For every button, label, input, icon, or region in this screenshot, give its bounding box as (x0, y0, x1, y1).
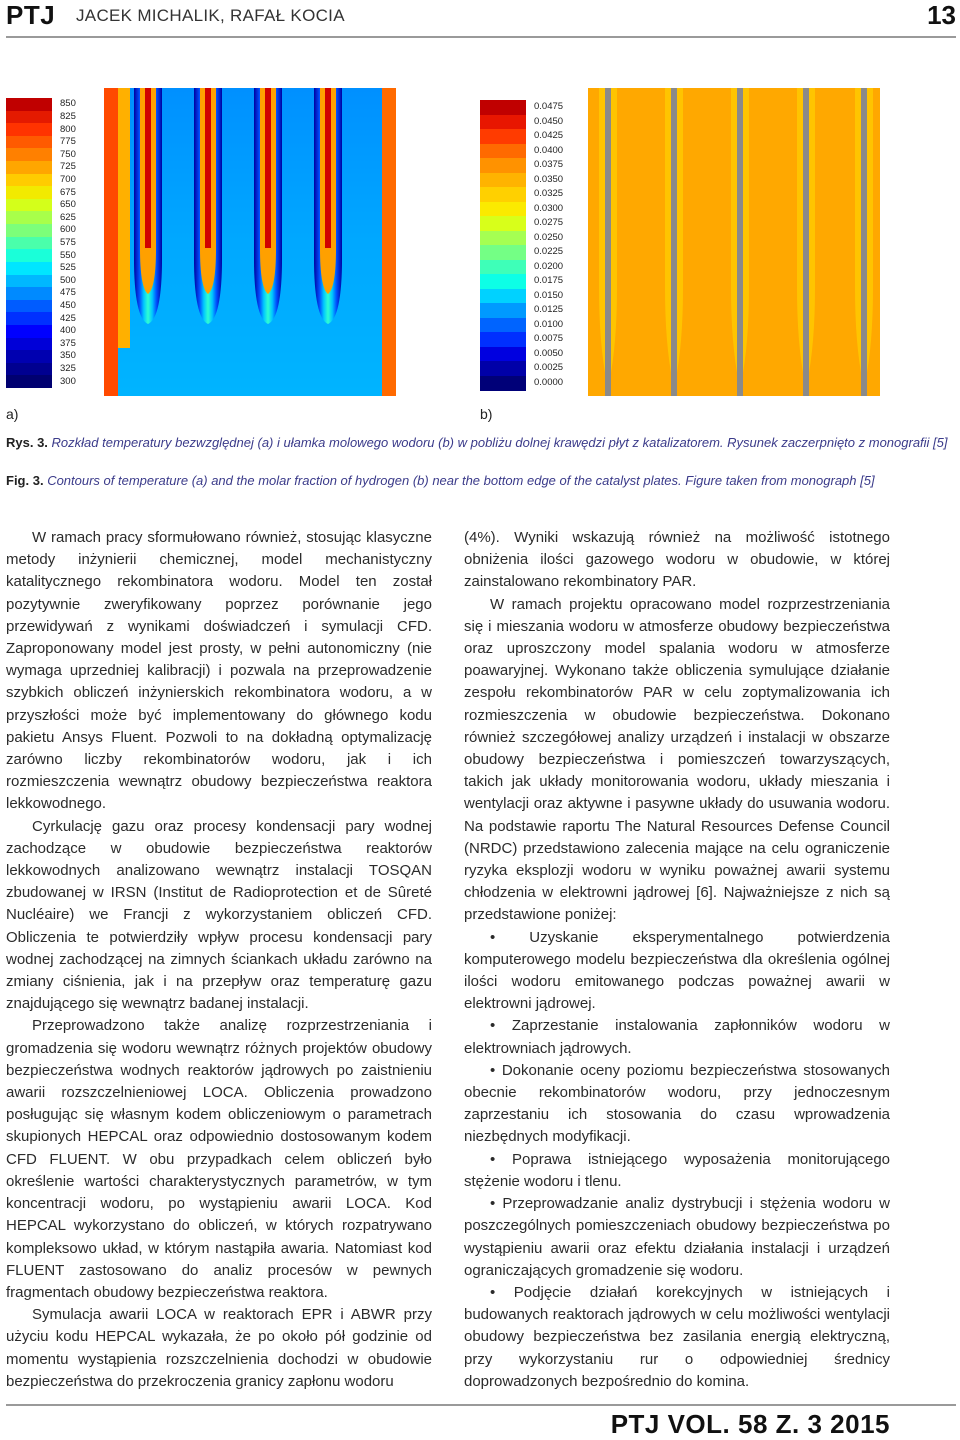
color-scale-swatch (6, 186, 52, 199)
paragraph-continuation: (4%). Wyniki wskazują również na możliwość istotnego obniżenia ilości gazowego wodoru w obudowie, w której zainstalowano rekombinatory PAR. (464, 529, 890, 591)
color-scale-swatch (480, 144, 526, 159)
color-scale-tick-label: 0.0350 (534, 173, 564, 185)
color-scale-tick-label: 0.0125 (534, 304, 564, 316)
color-scale-swatch (480, 129, 526, 144)
caption-en-label: Fig. 3. (6, 473, 44, 488)
color-scale-tick-label: 0.0100 (534, 318, 564, 330)
color-scale-tick-label: 0.0375 (534, 159, 564, 171)
color-scale-swatch (480, 187, 526, 202)
catalyst-plate (205, 88, 211, 248)
footer-rule (6, 1404, 956, 1406)
color-scale-tick-label: 0.0400 (534, 144, 564, 156)
color-scale-tick-label: 425 (60, 312, 76, 324)
color-scale-tick-label: 0.0425 (534, 130, 564, 142)
figure-caption-pl (6, 434, 956, 452)
color-scale-tick-label: 525 (60, 262, 76, 274)
color-scale-tick-label: 300 (60, 375, 76, 387)
color-scale-swatch (480, 158, 526, 173)
color-scale-tick-label: 0.0225 (534, 246, 564, 258)
color-scale-tick-label: 0.0175 (534, 275, 564, 287)
color-scale-swatch (6, 136, 52, 149)
color-scale-swatch (480, 332, 526, 347)
color-scale-swatch (6, 148, 52, 161)
color-scale-tick-label: 350 (60, 350, 76, 362)
catalyst-plate (265, 88, 271, 248)
color-scale-swatch (480, 318, 526, 333)
color-scale-tick-label: 600 (60, 224, 76, 236)
color-scale-swatch (480, 173, 526, 188)
catalyst-plate (861, 88, 867, 396)
figure-caption-en (6, 472, 956, 490)
figure-a-temperature-contours (6, 88, 396, 422)
paragraph: Przeprowadzono także analizę rozprzestrzeniania i gromadzenia się wodoru wewnątrz różnych projektów obudowy bezpieczeństwa wodnych reaktorów jądrowych po zaistnieniu awarii rozszczelnieniowej LOCA. Obliczenia prowadzono posługując się własnym kodem obliczeniowym o parametrach skupionych HEPCAL oraz odpowiednio dostosowanym kodem CFD FLUENT. W obu przypadkach celem obliczeń było określenie wartości charakterystycznych parametrów, w tym koncentracji wodoru, po wystąpieniu awarii LOCA. Kod HEPCAL wykorzystano do obliczeń, w których rozpatrywano kompleksowo układ, w którym nastąpiła awaria. Natomiast kod FLUENT zastosowano do analiz procesów w pewnych fragmentach obudowy bezpieczeństwa reaktora. (6, 1017, 432, 1301)
color-scale-tick-label: 0.0475 (534, 101, 564, 113)
color-scale-swatch (6, 275, 52, 288)
color-scale-swatch (6, 363, 52, 376)
color-scale-swatch (480, 274, 526, 289)
bullet-item: • Poprawa istniejącego wyposażenia monitorującego stężenie wodoru i tlenu. (464, 1149, 890, 1193)
color-scale-swatch (6, 350, 52, 363)
bullet-item: • Podjęcie działań korekcyjnych w istniejących i budowanych reaktorach jądrowych w celu możliwości wentylacji obudowy bezpieczeństwa bez zasilania energią elektryczną, przy wykorzystaniu rur o odpowiedniej średnicy doprowadzonych bezpośrednio do komina. (464, 1282, 890, 1393)
color-scale-swatch (480, 361, 526, 376)
color-scale-swatch (6, 211, 52, 224)
paragraph: Cyrkulację gazu oraz procesy kondensacji pary wodnej zachodzące w obudowie bezpieczeństwa reaktorów lekkowodnych analizowano wewnątrz instalacji TOSQAN zbudowanej w IRSN (Institut de Radioprotection et de Sûreté Nucléaire) we Francji z wykorzystaniem obliczeń CFD. Obliczenia te potwierdziły wpływ procesu kondensacji pary wodnej zachodzącej na zimnych ściankach układu zarówno na zmiany ciśnienia, jak i na przepływ oraz temperaturę gazu znajdującego się wewnątrz badanej instalacji. (6, 817, 432, 1013)
color-scale-swatch (6, 262, 52, 275)
color-scale-tick-label: 0.0050 (534, 347, 564, 359)
color-scale-swatch (480, 376, 526, 391)
color-scale-tick-label: 0.0275 (534, 217, 564, 229)
color-scale-tick-label: 750 (60, 148, 76, 160)
figure-a-label: a) (6, 406, 19, 422)
color-scale-swatch (480, 303, 526, 318)
catalyst-plate (737, 88, 743, 396)
body-column-left (6, 527, 432, 1393)
bullet-item: • Dokonanie oceny poziomu bezpieczeństwa stosowanych obecnie rekombinatorów wodoru, przy jednoczesnym zaprzestaniu ich stosowania do czasu wprowadzenia niezbędnych modyfikacji. (464, 1060, 890, 1149)
figure-b-hydrogen-fraction-contours (480, 88, 890, 422)
temperature-contour-plot (104, 88, 396, 396)
color-scale-swatch (6, 199, 52, 212)
bullet-item: • Zaprzestanie instalowania zapłonników wodoru w elektrowniach jądrowych. (464, 1015, 890, 1059)
color-scale-swatch (6, 325, 52, 338)
color-scale-swatch (480, 289, 526, 304)
color-scale-tick-label: 850 (60, 98, 76, 110)
color-scale-tick-label: 550 (60, 249, 76, 261)
color-scale-tick-label: 0.0325 (534, 188, 564, 200)
color-scale-tick-label: 0.0300 (534, 202, 564, 214)
hydrogen-fraction-contour-plot (588, 88, 880, 396)
journal-logo: PTJ (6, 0, 56, 30)
color-scale-swatch (480, 100, 526, 115)
running-head-authors: JACEK MICHALIK, RAFAŁ KOCIA (76, 6, 345, 25)
color-scale-swatch (6, 237, 52, 250)
paragraph: Symulacja awarii LOCA w reaktorach EPR i ABWR przy użyciu kodu HEPCAL wykazała, że po około pół godzinie od momentu wystąpienia rozszczelnienia dochodzi w obudowie bezpieczeństwa do przekroczenia granicy zapłonu wodoru (6, 1306, 432, 1390)
color-scale-tick-label: 700 (60, 173, 76, 185)
hydrogen-fraction-color-scale (480, 100, 570, 390)
caption-pl-label: Rys. 3. (6, 435, 48, 450)
color-scale-swatch (6, 111, 52, 124)
color-scale-swatch (480, 260, 526, 275)
color-scale-tick-label: 475 (60, 287, 76, 299)
page-header (0, 0, 960, 36)
catalyst-plate (145, 88, 151, 248)
caption-en-text: Contours of temperature (a) and the molar fraction of hydrogen (b) near the bottom edge of the catalyst plates. Figure taken from monograph [5] (47, 473, 875, 488)
color-scale-swatch (6, 123, 52, 136)
color-scale-swatch (6, 161, 52, 174)
color-scale-swatch (6, 338, 52, 351)
color-scale-swatch (480, 231, 526, 246)
color-scale-tick-label: 325 (60, 363, 76, 375)
body-column-right (464, 527, 890, 1393)
figure-b-label: b) (480, 406, 493, 422)
page-number: 13 (927, 0, 956, 30)
color-scale-swatch (6, 312, 52, 325)
color-scale-tick-label: 825 (60, 110, 76, 122)
color-scale-swatch (480, 202, 526, 217)
color-scale-tick-label: 575 (60, 237, 76, 248)
catalyst-plate (605, 88, 611, 396)
color-scale-tick-label: 0.0075 (534, 333, 564, 345)
color-scale-swatch (480, 216, 526, 231)
color-scale-swatch (480, 245, 526, 260)
caption-pl-text: Rozkład temperatury bezwzględnej (a) i ułamka molowego wodoru (b) w pobliżu dolnej krawędzi płyt z katalizatorem. Rysunek zaczerpnięto z monografii [5] (51, 435, 948, 450)
color-scale-tick-label: 400 (60, 325, 76, 337)
color-scale-tick-label: 0.0200 (534, 260, 564, 272)
color-scale-tick-label: 625 (60, 211, 76, 223)
color-scale-swatch (6, 375, 52, 388)
color-scale-tick-label: 800 (60, 123, 76, 135)
color-scale-swatch (6, 98, 52, 111)
color-scale-tick-label: 0.0025 (534, 362, 564, 374)
color-scale-tick-label: 375 (60, 337, 76, 349)
color-scale-swatch (480, 347, 526, 362)
catalyst-plate (671, 88, 677, 396)
color-scale-tick-label: 450 (60, 300, 76, 312)
color-scale-tick-label: 650 (60, 199, 76, 211)
color-scale-tick-label: 500 (60, 274, 76, 286)
color-scale-swatch (6, 224, 52, 237)
color-scale-swatch (480, 115, 526, 130)
color-scale-swatch (6, 174, 52, 187)
color-scale-tick-label: 675 (60, 186, 76, 198)
temperature-color-scale (6, 98, 86, 388)
bullet-item: • Przeprowadzanie analiz dystrybucji i stężenia wodoru w poszczególnych pomieszczeniach obudowy bezpieczeństwa po wystąpieniu awarii oraz efektu działania instalacji i urządzeń ograniczających gromadzenie się wodoru. (464, 1193, 890, 1282)
paragraph: W ramach pracy sformułowano również, stosując klasyczne metody inżynierii chemicznej, model mechanistyczny katalitycznego rekombinatora wodoru. Model ten został pozytywnie zweryfikowany poprzez porównanie jego przewidywań z wynikami doświadczeń i symulacji CFD. Zaproponowany model jest prosty, w pełni autonomiczny (nie wymaga uprzedniej kalibracji) i pozwala na przeprowadzenie szybkich obliczeń inżynierskich rekombinatora wodoru, a w przyszłości może być implementowany do głównego kodu pakietu Ansys Fluent. Pozwoli to na dokładną optymalizację zarówno liczby rekombinatorów wodoru, jak i ich rozmieszczenia wewnątrz obudowy bezpieczeństwa reaktora lekkowodnego. (6, 529, 432, 813)
color-scale-swatch (6, 300, 52, 313)
color-scale-swatch (6, 249, 52, 262)
color-scale-tick-label: 725 (60, 161, 76, 173)
color-scale-tick-label: 0.0450 (534, 115, 564, 127)
footer-journal-issue: PTJ VOL. 58 Z. 3 2015 (610, 1409, 890, 1439)
catalyst-plate (803, 88, 809, 396)
header-rule (6, 36, 956, 38)
color-scale-tick-label: 0.0000 (534, 376, 564, 388)
color-scale-tick-label: 0.0150 (534, 289, 564, 301)
color-scale-tick-label: 0.0250 (534, 231, 564, 243)
catalyst-plate (325, 88, 331, 248)
bullet-item: • Uzyskanie eksperymentalnego potwierdzenia komputerowego modelu bezpieczeństwa dla określenia ogólnej ilości wodoru emitowanego podczas poważnej awarii w elektrowni jądrowej. (464, 927, 890, 1016)
color-scale-tick-label: 775 (60, 136, 76, 148)
color-scale-swatch (6, 287, 52, 300)
paragraph: W ramach projektu opracowano model rozprzestrzeniania się i mieszania wodoru w atmosferze obudowy bezpieczeństwa oraz uproszczony model spalania wodoru w atmosferze poawaryjnej. Wykonano także obliczenia symulujące działanie zespołu rekombinatorów PAR w celu zoptymalizowania ich rozmieszczenia w obudowie bezpieczeństwa. Dokonano również szczegółowej analizy urządzeń i instalacji w obszarze obudowy bezpieczeństwa i pomieszczeń towarzyszących, takich jak układy monitorowania wodoru, układy mieszania i wentylacji oraz aktywne i pasywne układy do usuwania wodoru. Na podstawie raportu The Natural Resources Defense Council (NRDC) przedstawiono zalecenia mające na celu ograniczenie ryzyka eksplozji wodoru w wyniku poważnej awarii systemu chłodzenia w elektrowni jądrowej [6]. Najważniejsze z nich są przedstawione poniżej: (464, 595, 890, 924)
